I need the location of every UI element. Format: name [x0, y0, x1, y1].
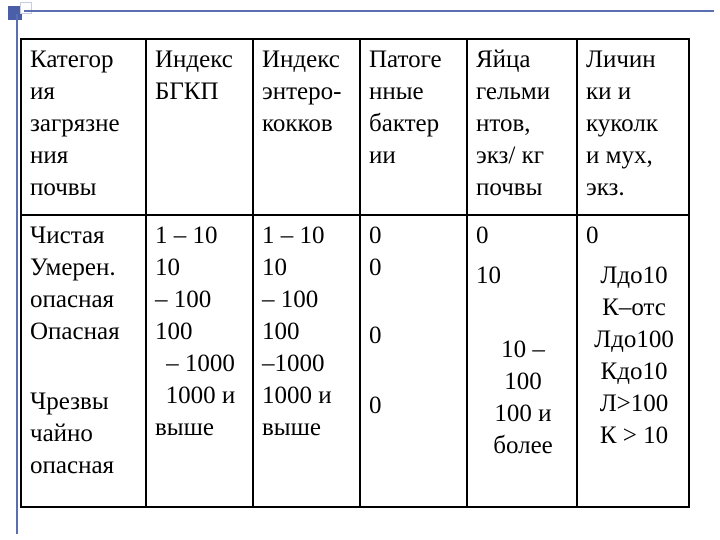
- body-enterococci: 1 – 10 10 – 100 100 –1000 1000 и выше: [253, 215, 360, 507]
- header-category: Категор ия загрязне ния почвы: [21, 39, 146, 215]
- body-pathogenic: 0 0 0 0: [360, 215, 467, 507]
- table-body-row: [21, 215, 689, 507]
- body-larvae: 0 Лдо10 К–отс Лдо100 Кдо10 Л>100 К > 10: [577, 215, 689, 507]
- decor-square-white: [20, 2, 32, 14]
- category-extreme: Чрезвы: [30, 388, 109, 415]
- header-enterococci-index: Индекс энтеро- кокков: [253, 39, 360, 215]
- header-pathogenic-bacteria: Патоге нные бактер ии: [360, 39, 467, 215]
- soil-contamination-table: [20, 38, 690, 508]
- category-moderate: Умерен.: [30, 254, 116, 281]
- category-dangerous: Опасная: [30, 318, 120, 345]
- decor-line-left: [16, 14, 18, 534]
- header-bgkp-index: Индекс БГКП: [146, 39, 253, 215]
- header-helminth-eggs: Яйца гельми нтов, экз/ кг почвы: [467, 39, 577, 215]
- decor-line-top: [24, 10, 714, 12]
- body-category: Чистая Умерен. опасная Опасная Чрезвы чайно опасная: [21, 215, 146, 507]
- body-helminth: 0 10 10 – 100 100 и более: [467, 215, 577, 507]
- body-bgkp: 1 – 10 10 – 100 100 – 1000 1000 и выше: [146, 215, 253, 507]
- header-fly-larvae: Личин ки и куколк и мух, экз.: [577, 39, 689, 215]
- table-header-row: [21, 39, 689, 215]
- category-clean: Чистая: [30, 222, 105, 249]
